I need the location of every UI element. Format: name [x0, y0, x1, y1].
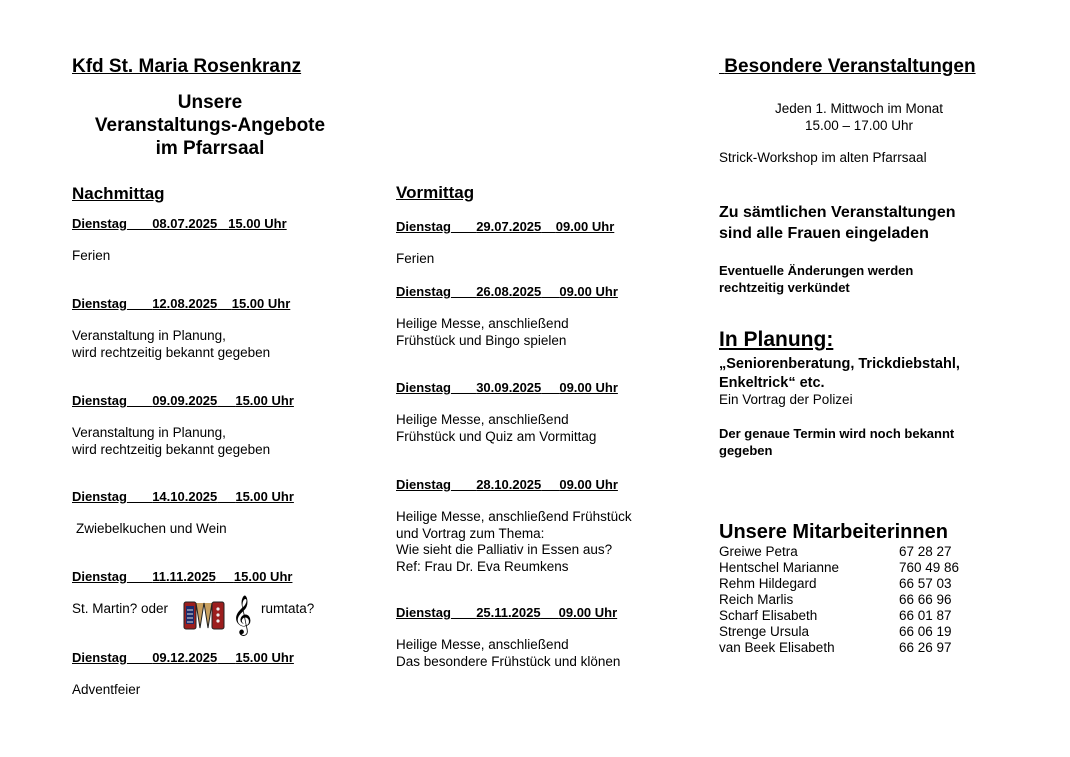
changes-notice: Eventuelle Änderungen werden rechtzeitig verkündet: [719, 263, 914, 295]
staff-name: Rehm Hildegard: [719, 576, 817, 591]
staff-name: Scharf Elisabeth: [719, 608, 818, 623]
staff-heading: Unsere Mitarbeiterinnen: [719, 521, 948, 543]
event-description: Heilige Messe, anschließend Das besondere Frühstück und klönen: [396, 637, 621, 669]
event-description-suffix: rumtata?: [261, 601, 315, 616]
event-description: St. Martin? oder: [72, 601, 169, 616]
planning-subtitle: Ein Vortrag der Polizei: [719, 392, 853, 407]
event-dateline: Dienstag 26.08.2025 09.00 Uhr: [396, 284, 618, 299]
event-dateline: Dienstag 14.10.2025 15.00 Uhr: [72, 489, 294, 504]
planning-heading: In Planung:: [719, 328, 834, 351]
event-description: Veranstaltung in Planung, wird rechtzeitig bekannt gegeben: [72, 328, 271, 360]
staff-phone: 66 57 03: [899, 576, 952, 591]
event-dateline: Dienstag 09.09.2025 15.00 Uhr: [72, 393, 294, 408]
event-dateline: Dienstag 08.07.2025 15.00 Uhr: [72, 216, 287, 231]
event-description: Heilige Messe, anschließend Frühstück und Quiz am Vormittag: [396, 412, 597, 444]
event-description: Zwiebelkuchen und Wein: [76, 521, 227, 536]
staff-name: van Beek Elisabeth: [719, 640, 835, 655]
workshop-text: Strick-Workshop im alten Pfarrsaal: [719, 150, 927, 165]
event-dateline: Dienstag 11.11.2025 15.00 Uhr: [72, 569, 293, 584]
event-dateline: Dienstag 25.11.2025 09.00 Uhr: [396, 605, 618, 620]
staff-phone: 66 01 87: [899, 608, 952, 623]
title-line: Veranstaltungs-Angebote: [94, 115, 326, 136]
event-dateline: Dienstag 12.08.2025 15.00 Uhr: [72, 296, 291, 311]
event-description: Ferien: [72, 248, 111, 263]
planning-topic: „Seniorenberatung, Trickdiebstahl, Enkeltrick“ etc.: [719, 356, 960, 391]
accordion-icon: [182, 597, 226, 635]
event-dateline: Dienstag 29.07.2025 09.00 Uhr: [396, 219, 615, 234]
title-line: Unsere: [177, 92, 243, 113]
event-description: Adventfeier: [72, 682, 141, 697]
special-heading: Besondere Veranstaltungen: [724, 56, 976, 77]
event-dateline: Dienstag 09.12.2025 15.00 Uhr: [72, 650, 294, 665]
page-title: [60, 91, 360, 160]
termin-notice: Der genaue Termin wird noch bekannt gegeben: [719, 426, 955, 458]
event-description: Heilige Messe, anschließend Frühstück und Bingo spielen: [396, 316, 569, 348]
staff-name: Strenge Ursula: [719, 624, 810, 639]
invitation-text: Zu sämtlichen Veranstaltungen sind alle Frauen eingeladen: [719, 204, 956, 242]
title-line: im Pfarrsaal: [155, 138, 265, 159]
staff-name: Greiwe Petra: [719, 544, 798, 559]
event-dateline: Dienstag 28.10.2025 09.00 Uhr: [396, 477, 618, 492]
event-description: Ferien: [396, 251, 435, 266]
event-description: Veranstaltung in Planung, wird rechtzeitig bekannt gegeben: [72, 425, 271, 457]
treble-clef-icon: 𝄞: [232, 595, 253, 635]
staff-phone: 760 49 86: [899, 560, 960, 575]
staff-name: Hentschel Marianne: [719, 560, 840, 575]
staff-phone: 67 28 27: [899, 544, 952, 559]
organization-title: Kfd St. Maria Rosenkranz: [72, 56, 302, 77]
staff-phone: 66 06 19: [899, 624, 952, 639]
morning-heading: Vormittag: [396, 183, 475, 202]
event-description: Heilige Messe, anschließend Frühstück und Vortrag zum Thema: Wie sieht die Palliativ in Essen aus? Ref: Frau Dr. Eva Reumkens: [396, 509, 632, 574]
afternoon-heading: Nachmittag: [72, 184, 165, 203]
staff-name: Reich Marlis: [719, 592, 794, 607]
staff-phone: 66 66 96: [899, 592, 952, 607]
monthly-schedule: Jeden 1. Mittwoch im Monat 15.00 – 17.00 Uhr: [774, 101, 944, 133]
staff-phone: 66 26 97: [899, 640, 952, 655]
event-dateline: Dienstag 30.09.2025 09.00 Uhr: [396, 380, 618, 395]
